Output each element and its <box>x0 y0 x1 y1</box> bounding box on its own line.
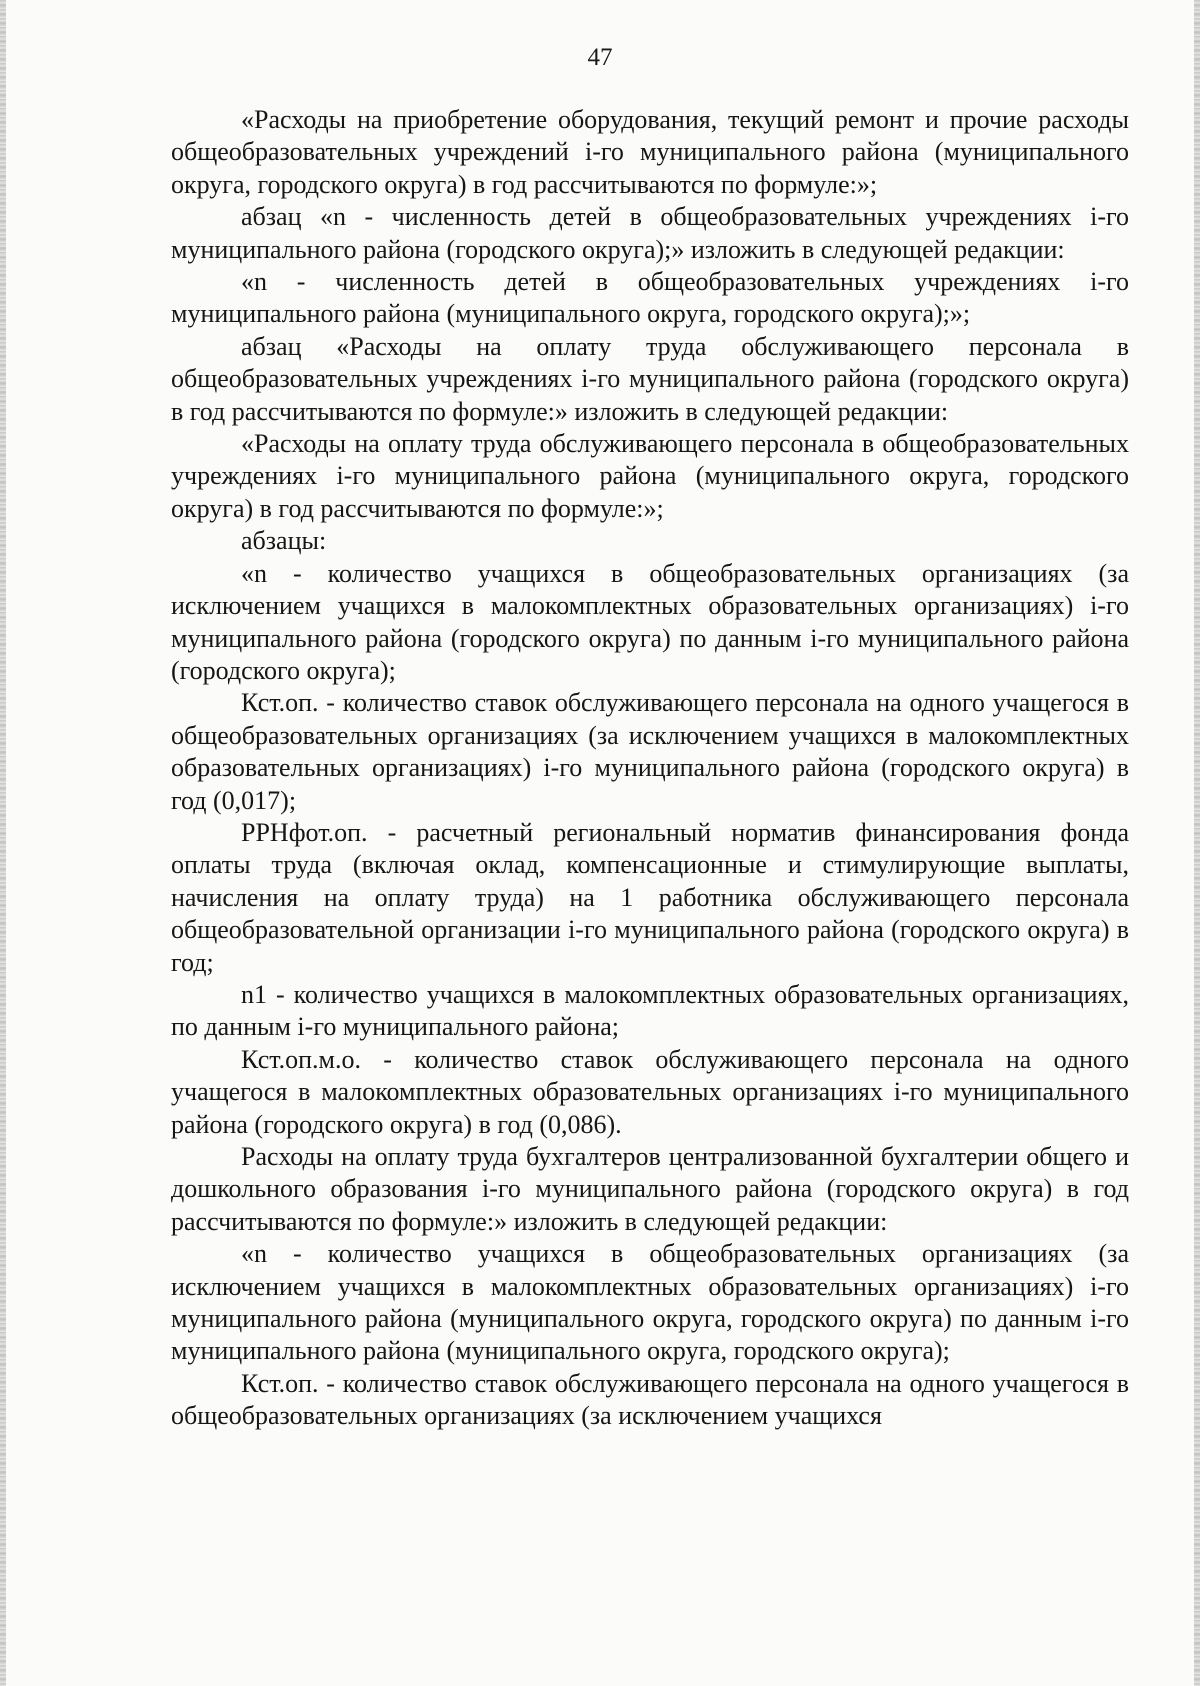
page-number: 47 <box>587 44 613 71</box>
paragraph: абзац «Расходы на оплату труда обслуживающего персонала в общеобразовательных учреждениях i-го муниципального района (городского округа) в год рассчитываются по формуле:» изложить в следующей редакции: <box>171 331 1129 426</box>
paragraph: «n - количество учащихся в общеобразовательных организациях (за исключением учащихся в малокомплектных образовательных организациях) i-го муниципального района (муниципального округа, городского округа) по данным i-го муниципального района (муниципального округа, городского округа); <box>171 1239 1129 1366</box>
paragraph: «n - численность детей в общеобразовательных учреждениях i-го муниципального района (муниципального округа, городского округа);»; <box>171 267 1129 329</box>
paragraph: Расходы на оплату труда бухгалтеров централизованной бухгалтерии общего и дошкольного образования i-го муниципального района (городского округа) в год рассчитываются по формуле:» изложить в следующей редакции: <box>171 1142 1129 1236</box>
paragraph: n1 - количество учащихся в малокомплектных образовательных организациях, по данным i-го муниципального района; <box>171 979 1129 1042</box>
paragraph: «Расходы на приобретение оборудования, текущий ремонт и прочие расходы общеобразовательных учреждений i-го муниципального района (муниципального округа, городского округа) в год рассчитываются по формуле:»; <box>171 105 1129 199</box>
paragraph: «Расходы на оплату труда обслуживающего персонала в общеобразовательных учреждениях i-го муниципального района (муниципального округа, городского округа) в год рассчитываются по формуле:»; <box>171 429 1129 523</box>
paragraph: Кст.оп.м.о. - количество ставок обслуживающего персонала на одного учащегося в малокомплектных образовательных организациях i-го муниципального района (городского округа) в год (0,086). <box>171 1044 1129 1139</box>
scan-edge-right <box>1194 0 1200 1686</box>
paragraph: абзац «n - численность детей в общеобразовательных учреждениях i-го муниципального района (городского округа);» изложить в следующей редакции: <box>171 202 1129 264</box>
paragraph: РРНфот.оп. - расчетный региональный норматив финансирования фонда оплаты труда (включая оклад, компенсационные и стимулирующие выплаты, начисления на оплату труда) на 1 работника обслуживающего персонала общеобразовательной организации i-го муниципального района (городского округа) в год; <box>171 817 1129 977</box>
paragraph: «n - количество учащихся в общеобразовательных организациях (за исключением учащихся в малокомплектных образовательных организациях) i-го муниципального района (городского округа) по данным i-го муниципального района (городского округа); <box>171 558 1129 685</box>
scan-edge-left <box>0 0 6 1686</box>
paragraph: Кст.оп. - количество ставок обслуживающего персонала на одного учащегося в общеобразовательных организациях (за исключением учащихся в малокомплектных образовательных организациях) i-го муниципального района (городского округа) в год (0,017); <box>171 688 1129 815</box>
paragraph: Кст.оп. - количество ставок обслуживающего персонала на одного учащегося в общеобразовательных организациях (за исключением учащихся <box>171 1368 1129 1431</box>
document-body <box>171 104 1129 1433</box>
paragraph: абзацы: <box>241 526 327 556</box>
